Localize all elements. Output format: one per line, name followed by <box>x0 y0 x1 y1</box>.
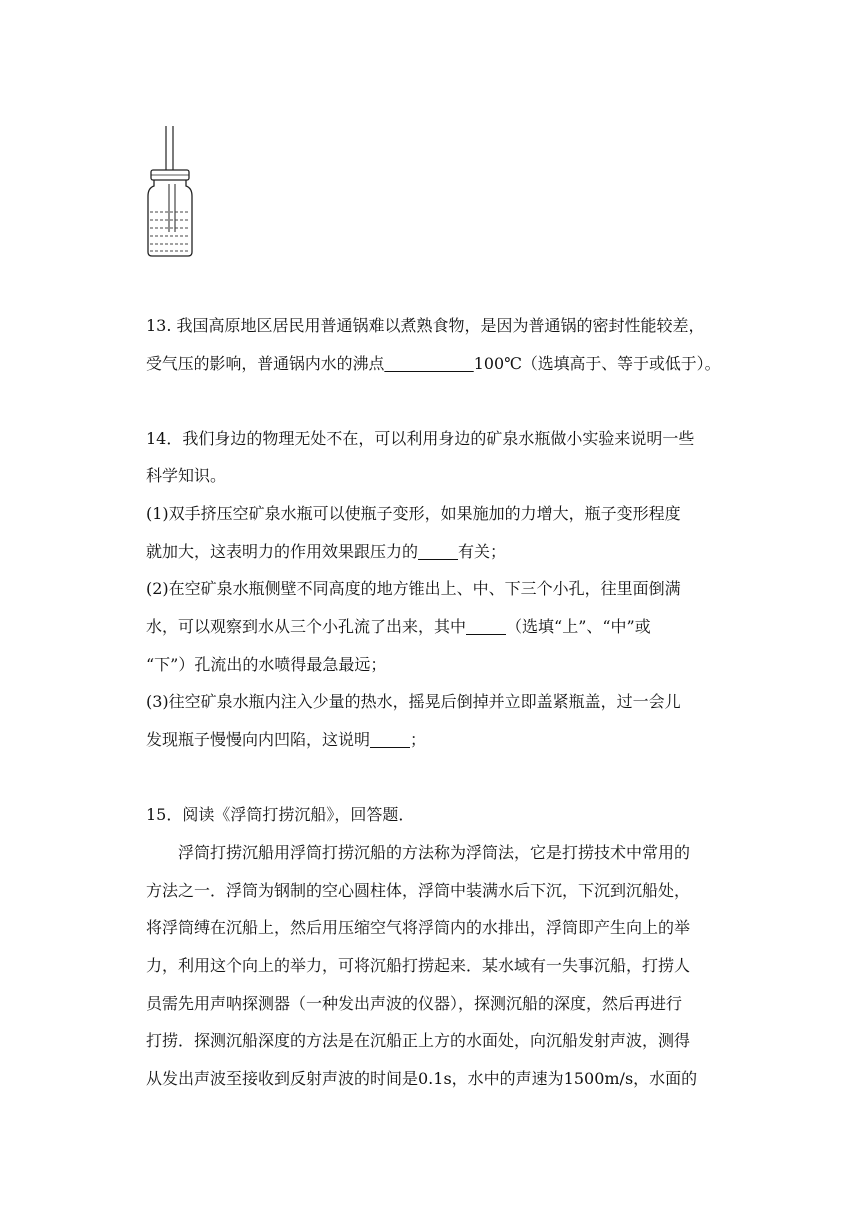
q14-part2-text-after-blank: （选填“上”、“中”或 <box>506 617 651 636</box>
q13-line-1: 13. 我国高原地区居民用普通锅难以煮熟食物，是因为普通锅的密封性能较差， <box>146 316 705 335</box>
q15-body-line-6: 打捞．探测沉船深度的方法是在沉船正上方的水面处，向沉船发射声波，测得 <box>146 1031 691 1050</box>
q14-part1-answer-blank[interactable] <box>418 543 458 560</box>
q14-part2-answer-blank[interactable] <box>466 618 506 635</box>
q14-part1-line-2 <box>146 541 506 563</box>
q14-part2-line-1: (2)在空矿泉水瓶侧壁不同高度的地方锥出上、中、下三个小孔，往里面倒满 <box>146 579 681 598</box>
q14-part2-text-before-blank: 水，可以观察到水从三个小孔流了出来，其中 <box>146 617 467 636</box>
bottle-apparatus-figure <box>140 124 200 264</box>
q14-part1-line-1: (1)双手挤压空矿泉水瓶可以使瓶子变形，如果施加的力增大，瓶子变形程度 <box>146 504 681 523</box>
q14-part2-line-2 <box>146 616 651 638</box>
q13-text-before-blank: 受气压的影响，普通锅内水的沸点 <box>146 354 385 373</box>
q15-title-line: 15．阅读《浮筒打捞沉船》，回答题． <box>146 805 415 824</box>
q15-body-line-2: 方法之一．浮筒为钢制的空心圆柱体，浮筒中装满水后下沉，下沉到沉船处， <box>146 881 691 900</box>
q13-answer-blank[interactable] <box>384 355 473 372</box>
q15-body-line-1: 浮筒打捞沉船用浮筒打捞沉船的方法称为浮筒法，它是打捞技术中常用的 <box>178 843 691 862</box>
q15-body-line-4: 力，利用这个向上的举力，可将沉船打捞起来．某水域有一失事沉船，打捞人 <box>146 956 691 975</box>
q14-line-2: 科学知识。 <box>146 466 227 485</box>
q14-part3-line-2 <box>146 729 426 751</box>
q15-body-line-7: 从发出声波至接收到反射声波的时间是0.1s，水中的声速为1500m/s，水面的 <box>146 1069 698 1088</box>
q15-body-line-5: 员需先用声呐探测器（一种发出声波的仪器），探测沉船的深度，然后再进行 <box>146 994 683 1013</box>
q14-part1-text-before-blank: 就加大，这表明力的作用效果跟压力的 <box>146 542 419 561</box>
q14-part3-text-after-blank: ； <box>410 730 427 749</box>
q13-line-2 <box>146 353 720 375</box>
q14-line-1: 14．我们身边的物理无处不在，可以利用身边的矿泉水瓶做小实验来说明一些 <box>146 429 695 448</box>
q13-text-after-blank: 100℃（选填高于、等于或低于）。 <box>473 354 721 373</box>
q14-part3-line-1: (3)往空矿泉水瓶内注入少量的热水，摇晃后倒掉并立即盖紧瓶盖，过一会儿 <box>146 692 681 711</box>
q14-part2-line-3: “下”）孔流出的水喷得最急最远； <box>146 655 387 674</box>
q14-part3-text-before-blank: 发现瓶子慢慢向内凹陷，这说明 <box>146 730 371 749</box>
q14-part1-text-after-blank: 有关； <box>458 542 507 561</box>
q15-body-line-3: 将浮筒缚在沉船上，然后用压缩空气将浮筒内的水排出，浮筒即产生向上的举 <box>146 918 691 937</box>
q14-part3-answer-blank[interactable] <box>370 731 410 748</box>
